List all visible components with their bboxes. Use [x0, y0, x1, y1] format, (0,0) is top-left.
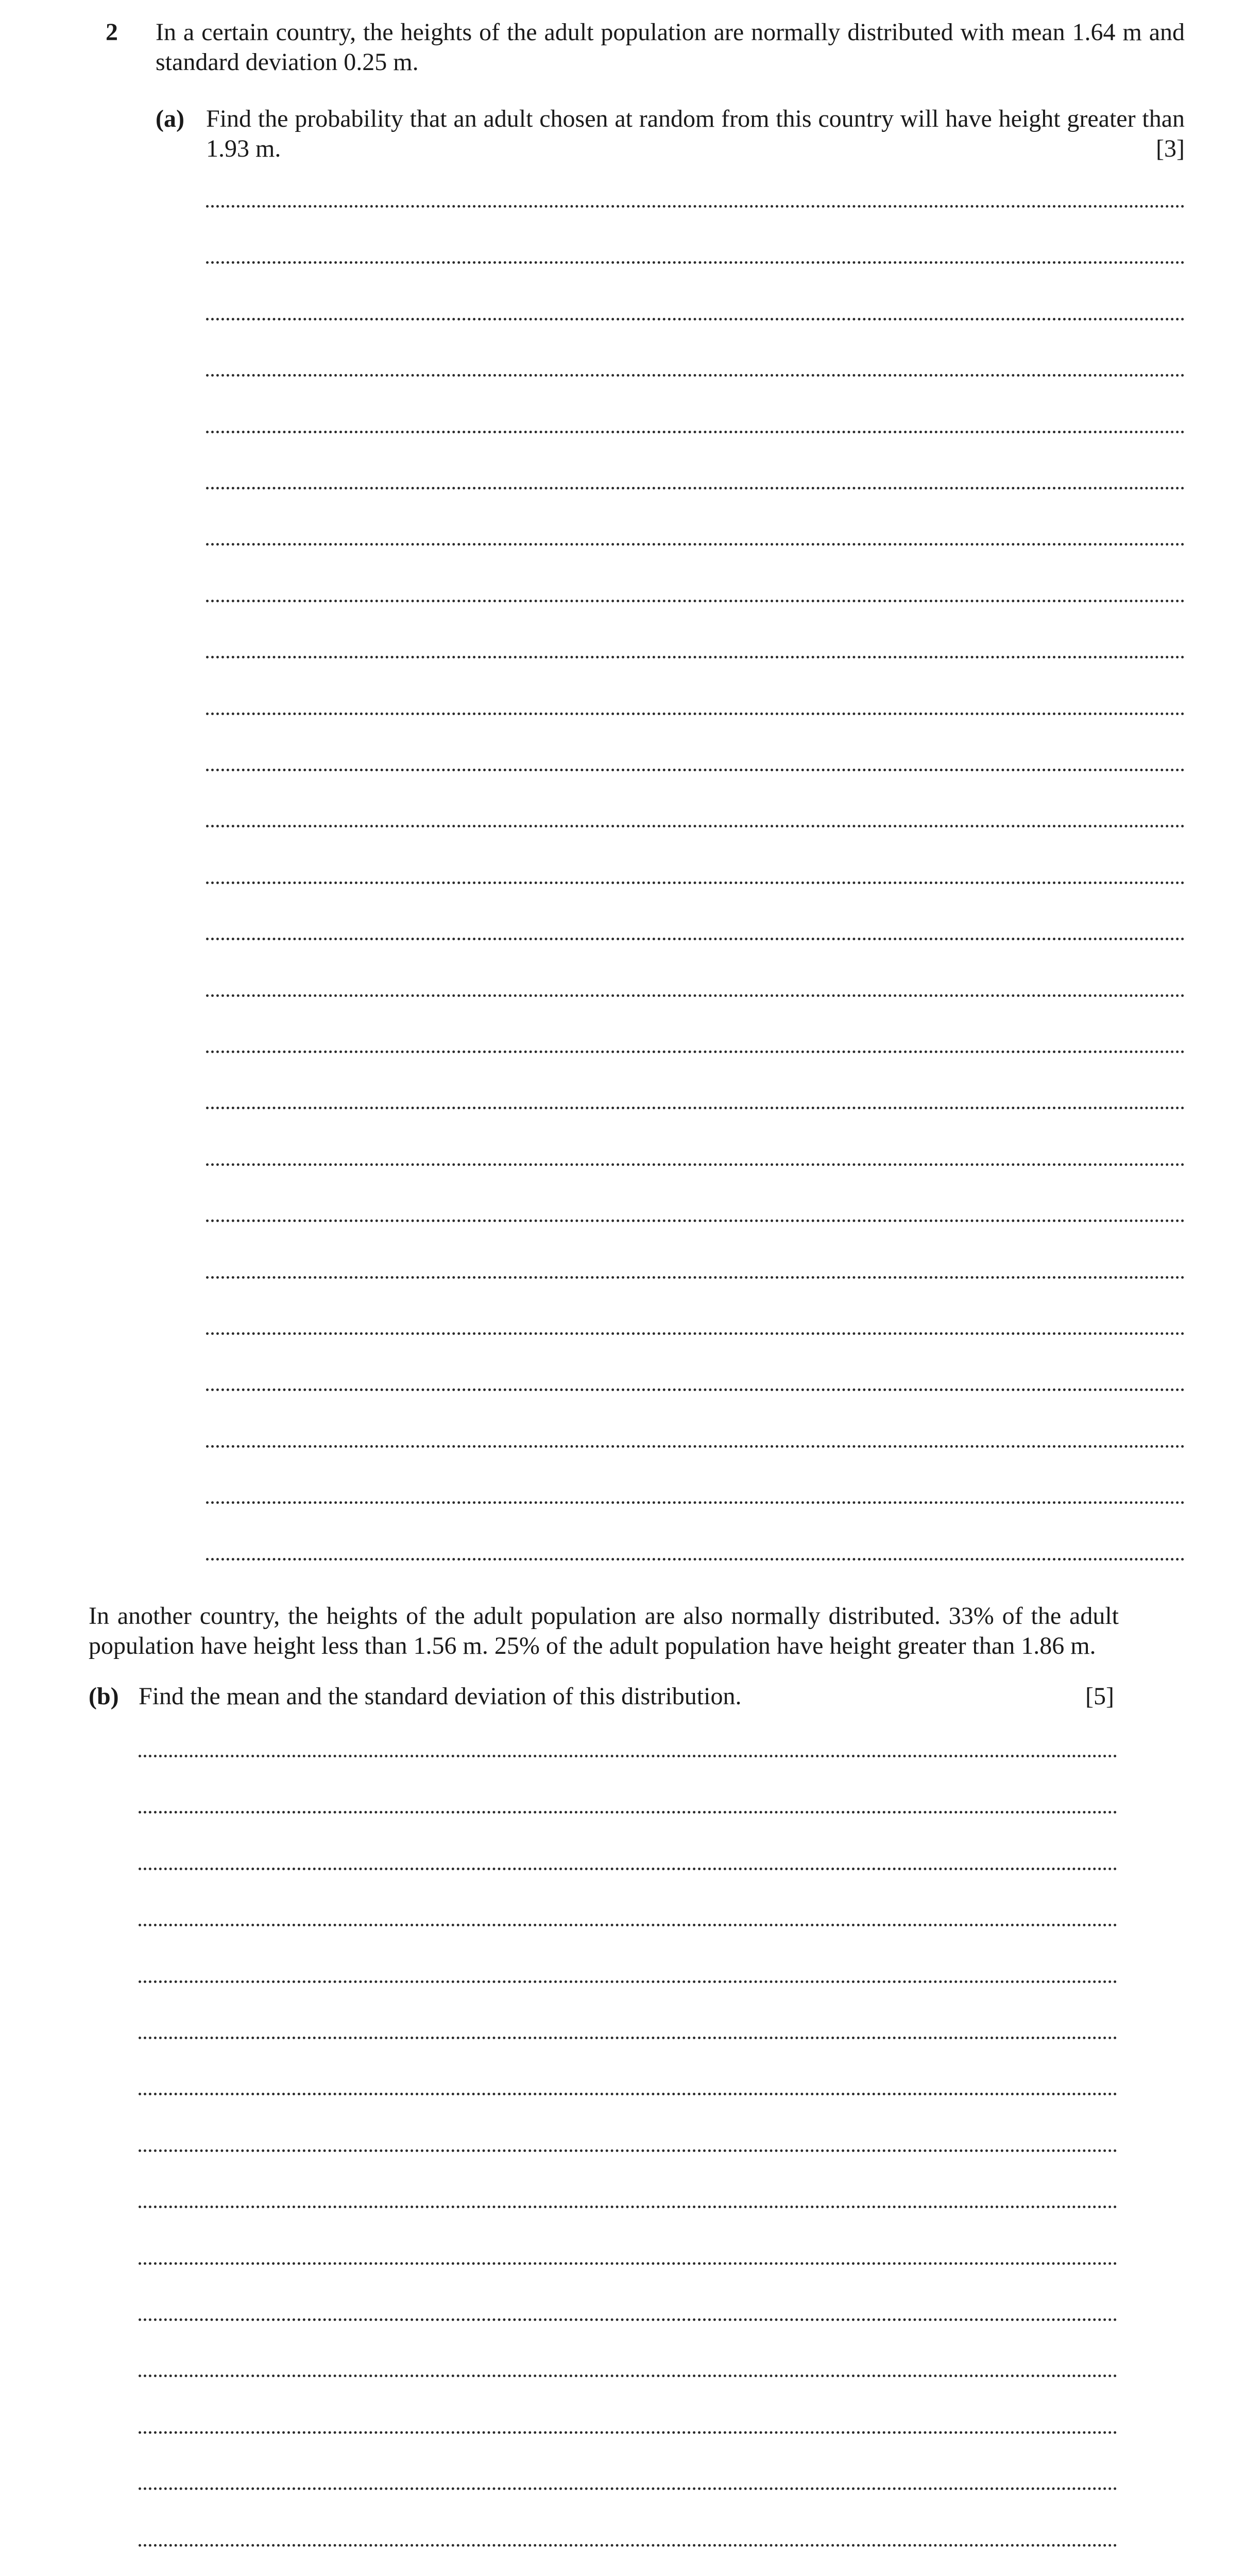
answer-line[interactable] [139, 2037, 1117, 2039]
answer-line[interactable] [206, 1276, 1185, 1279]
answer-line[interactable] [139, 1755, 1117, 1757]
part-b-label: (b) [89, 1683, 119, 1710]
part-b-question: Find the mean and the standard deviation of this distribution. [139, 1683, 742, 1710]
question-stem: In a certain country, the heights of the adult population are normally distributed with mean 1.64 m and standard deviation 0.25 m. [156, 19, 1185, 76]
answer-line[interactable] [206, 769, 1185, 771]
answer-line[interactable] [206, 994, 1185, 997]
question-number: 2 [106, 19, 118, 46]
answer-line[interactable] [206, 205, 1185, 208]
answer-line[interactable] [206, 882, 1185, 884]
answer-line[interactable] [206, 1558, 1185, 1561]
answer-line[interactable] [206, 1332, 1185, 1335]
answer-line[interactable] [206, 261, 1185, 264]
answer-line[interactable] [139, 2262, 1117, 2265]
answer-line[interactable] [206, 713, 1185, 715]
answer-line[interactable] [139, 2375, 1117, 2377]
answer-line[interactable] [206, 1388, 1185, 1391]
answer-line[interactable] [206, 1050, 1185, 1053]
answer-line[interactable] [139, 1980, 1117, 1983]
answer-line[interactable] [206, 1107, 1185, 1109]
answer-line[interactable] [206, 487, 1185, 489]
answer-line[interactable] [206, 600, 1185, 602]
answer-line[interactable] [139, 2206, 1117, 2208]
part-b-marks: [5] [1085, 1683, 1114, 1710]
answer-line[interactable] [139, 2544, 1117, 2547]
part-a-marks: [3] [1156, 135, 1185, 162]
answer-line[interactable] [206, 825, 1185, 827]
answer-line[interactable] [206, 431, 1185, 433]
context-paragraph: In another country, the heights of the adult population are also normally distributed. 33% of the adult population have height less than 1.56 m. 25% of the adult population have height greater than 1.86 m. [89, 1602, 1119, 1659]
answer-line[interactable] [206, 1219, 1185, 1222]
answer-line[interactable] [206, 1163, 1185, 1166]
answer-line[interactable] [139, 2318, 1117, 2321]
answer-line[interactable] [139, 1924, 1117, 1926]
answer-line[interactable] [139, 2093, 1117, 2095]
answer-line[interactable] [206, 656, 1185, 658]
answer-line[interactable] [206, 374, 1185, 377]
answer-line[interactable] [206, 543, 1185, 546]
answer-line[interactable] [206, 1501, 1185, 1504]
answer-line[interactable] [206, 1445, 1185, 1448]
answer-line[interactable] [139, 2487, 1117, 2490]
part-a-question: Find the probability that an adult chosen at random from this country will have height greater than 1.93 m. [206, 105, 1185, 162]
answer-line[interactable] [139, 1868, 1117, 1870]
answer-line[interactable] [139, 1811, 1117, 1814]
part-a-label: (a) [156, 105, 184, 132]
answer-line[interactable] [139, 2431, 1117, 2434]
answer-line[interactable] [206, 318, 1185, 320]
answer-line[interactable] [206, 938, 1185, 940]
answer-line[interactable] [139, 2149, 1117, 2152]
